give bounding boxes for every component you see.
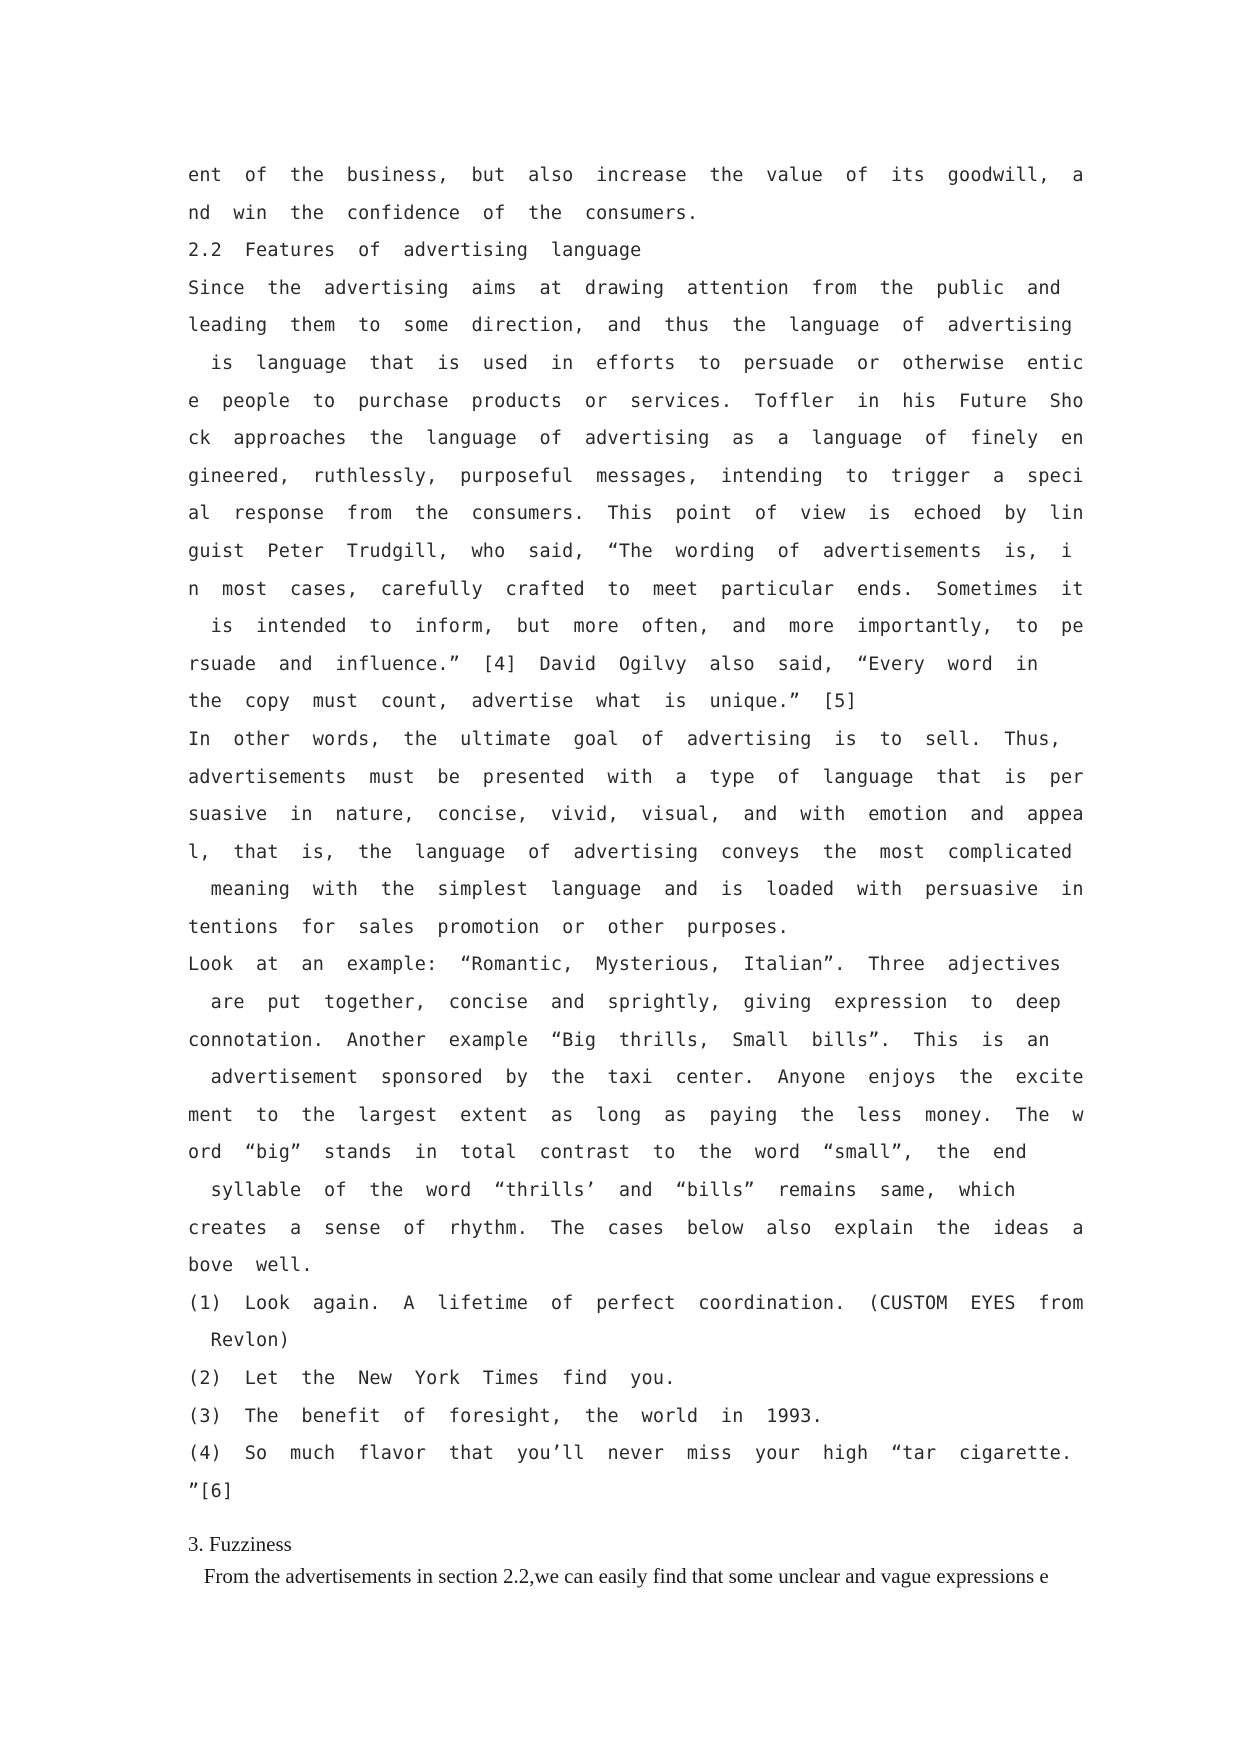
list-item-2: (2) Let the New York Times find you. bbox=[188, 1368, 676, 1389]
text-line: Revlon) bbox=[188, 1330, 291, 1352]
text-line: n most cases, carefully crafted to meet particular ends. Sometimes it bbox=[188, 578, 1084, 600]
document-body bbox=[188, 157, 1084, 1592]
text-line: is language that is used in efforts to persuade or otherwise entic bbox=[188, 352, 1084, 374]
text-line: nd win the confidence of the consumers. bbox=[188, 202, 699, 224]
text-line: bove well. bbox=[188, 1255, 313, 1277]
text-line: ck approaches the language of advertising as a language of finely en bbox=[188, 428, 1084, 450]
section-heading-fuzziness: 3. Fuzziness bbox=[188, 1532, 292, 1557]
text-line: syllable of the word “thrills’ and “bills” remains same, which bbox=[188, 1180, 1016, 1202]
text-line: guist Peter Trudgill, who said, “The wording of advertisements is, i bbox=[188, 540, 1073, 562]
text-line: connotation. Another example “Big thrills, Small bills”. This is an bbox=[188, 1029, 1050, 1051]
text-line: ent of the business, but also increase the value of its goodwill, a bbox=[188, 165, 1084, 186]
text-line: advertisement sponsored by the taxi center. Anyone enjoys the excite bbox=[188, 1067, 1084, 1089]
list-item-1: (1) Look again. A lifetime of perfect coordination. (CUSTOM EYES from bbox=[188, 1292, 1084, 1314]
text-line: rsuade and influence.” [4] David Ogilvy also said, “Every word in bbox=[188, 653, 1039, 675]
text-line: tentions for sales promotion or other purposes. bbox=[188, 916, 789, 938]
text-line: e people to purchase products or services. Toffler in his Future Sho bbox=[188, 390, 1084, 412]
text-line: meaning with the simplest language and is loaded with persuasive in bbox=[188, 879, 1084, 901]
text-line: ord “big” stands in total contrast to the word “small”, the end bbox=[188, 1142, 1028, 1164]
text-line: advertisements must be presented with a type of language that is per bbox=[188, 766, 1084, 788]
section-paragraph: From the advertisements in section 2.2,we can easily find that some unclear and vague expressions e bbox=[188, 1564, 1049, 1589]
text-line: Since the advertising aims at drawing attention from the public and bbox=[188, 277, 1062, 299]
text-line: leading them to some direction, and thus the language of advertising bbox=[188, 315, 1073, 337]
text-line: In other words, the ultimate goal of advertising is to sell. Thus, bbox=[188, 728, 1062, 750]
text-line: are put together, concise and sprightly, giving expression to deep bbox=[188, 992, 1062, 1014]
list-item-3: (3) The benefit of foresight, the world in 1993. bbox=[188, 1405, 823, 1427]
text-line: ”[6] bbox=[188, 1480, 234, 1502]
text-line: al response from the consumers. This point of view is echoed by lin bbox=[188, 503, 1084, 525]
text-line: the copy must count, advertise what is unique.” [5] bbox=[188, 691, 857, 713]
text-line: creates a sense of rhythm. The cases below also explain the ideas a bbox=[188, 1217, 1084, 1239]
list-item-4: (4) So much flavor that you’ll never miss your high “tar cigarette. bbox=[188, 1443, 1073, 1465]
text-line: Look at an example: “Romantic, Mysterious, Italian”. Three adjectives bbox=[188, 954, 1062, 976]
section-heading-2-2: 2.2 Features of advertising language bbox=[188, 240, 642, 262]
text-line: ment to the largest extent as long as paying the less money. The w bbox=[188, 1104, 1084, 1126]
text-line: l, that is, the language of advertising conveys the most complicated bbox=[188, 841, 1073, 863]
text-line: suasive in nature, concise, vivid, visual, and with emotion and appea bbox=[188, 804, 1084, 826]
text-line: gineered, ruthlessly, purposeful messages, intending to trigger a speci bbox=[188, 465, 1084, 487]
text-line: is intended to inform, but more often, and more importantly, to pe bbox=[188, 616, 1084, 638]
